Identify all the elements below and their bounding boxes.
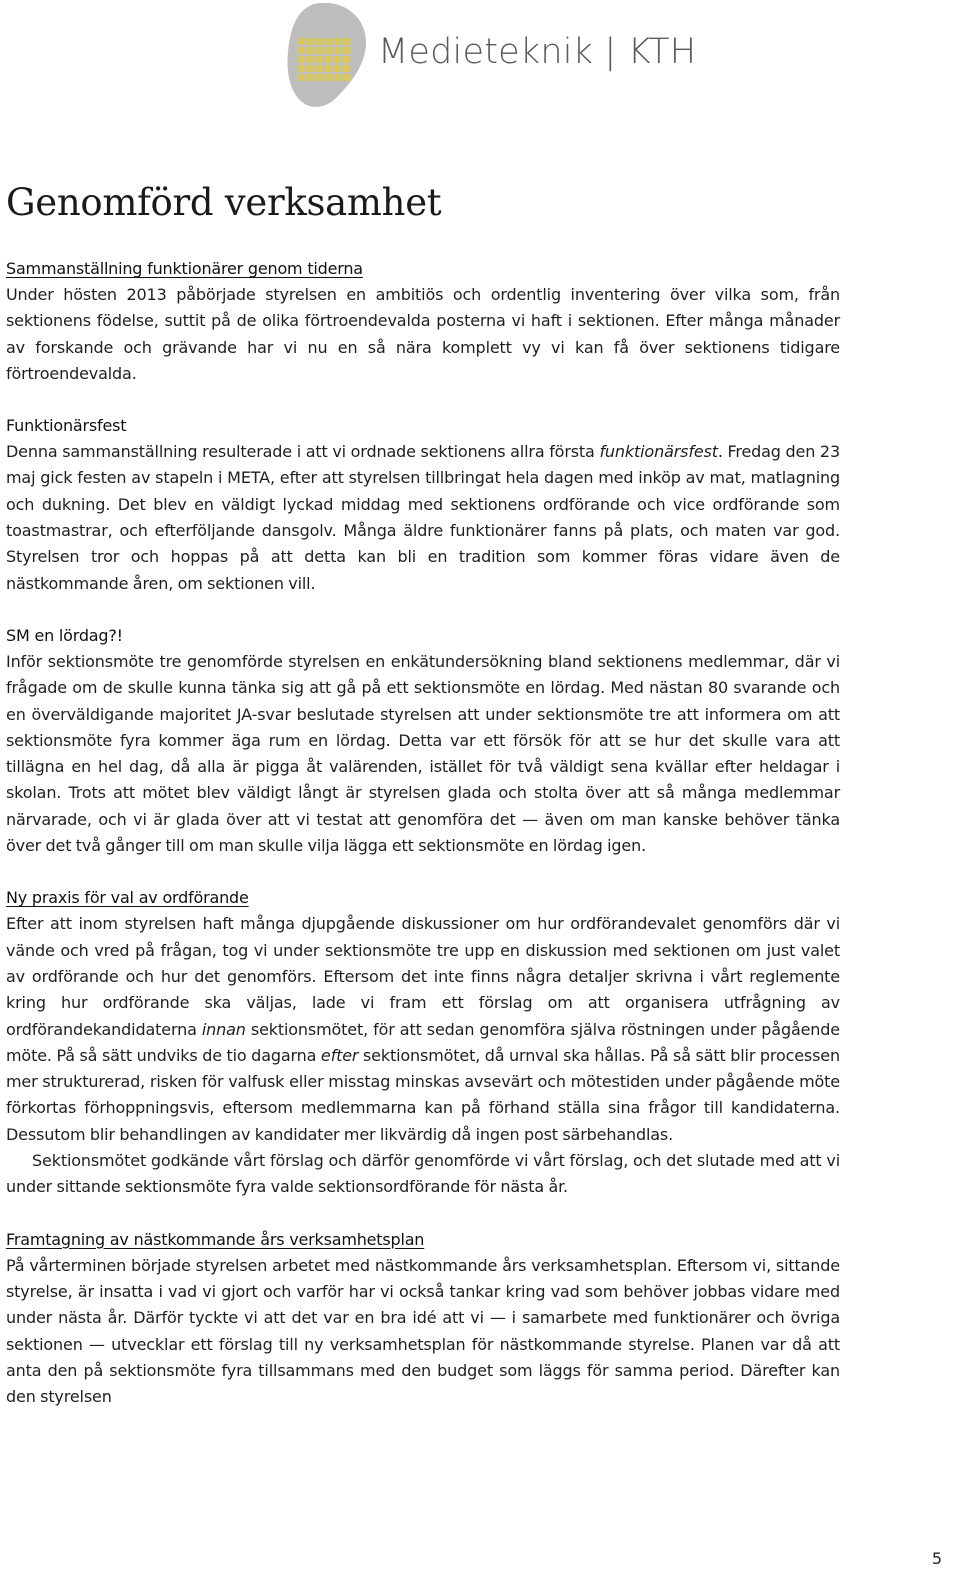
section-verksamhetsplan [6,1227,840,1411]
section-heading: Ny praxis för val av ordförande [6,888,249,908]
text-run: Denna sammanställning resulterade i att vi ordnade sektionens allra första [6,442,600,462]
section-ordforande [6,885,840,1200]
page-title: Genomförd verksamhet [6,181,442,224]
section-heading: Sammanställning funktionärer genom tiderna [6,259,363,278]
text-run: sektionsmötet, för att sedan genomföra själva röstningen under pågående möte. På så sätt undviks de tio dagarna [6,1019,840,1065]
paragraph: Inför sektionsmöte tre genomförde styrelsen en enkätundersökning bland sektionens medlemmar, där vi frågade om de skulle kunna tänka sig att gå på ett sektionsmöte en lördag. Med nästan 80 svarande och en överväldigande majoritet JA-svar beslutade styrelsen att under sektionsmöte tre att informera om att sektionsmöte fyra kommer äga rum en lördag. Detta var ett försök för att se hur det skulle vara att tillägna en hel dag, då alla är pigga åt valärenden, istället för två väldigt sena kvällar efter heldagar i skolan. Trots att mötet blev väldigt långt är styrelsen glada och stolta över att så många medlemmar närvarade, och vi är glada över att vi testat att genomföra det — även om man kanske behöver tänka över det två gånger till om man skulle vilja lägga ett sektionsmöte en lördag igen. [6,651,840,856]
section-funktionarer [6,256,840,387]
paragraph [6,439,840,597]
kth-medieteknik-logo [282,2,702,110]
emphasis: efter [320,1045,359,1065]
section-funktionarsfest [6,413,840,597]
paragraph [6,911,840,1148]
paragraph: Sektionsmötet godkände vårt förslag och därför genomförde vi vårt förslag, och det slutade med att vi under sittande sektionsmöte fyra valde sektionsordförande för nästa år. [6,1151,840,1197]
section-heading: Framtagning av nästkommande års verksamhetsplan [6,1229,425,1249]
paragraph: På vårterminen började styrelsen arbetet med nästkommande års verksamhetsplan. Eftersom vi, sittande styrelse, är insatta i vad vi gjort och varför har vi också tankar kring vad som behöver jobbas vidare med under nästa år. Därför tyckte vi att det var en bra idé att vi — i samarbete med funktionärer och övriga sektionen — utvecklar ett förslag till ny verksamhetsplan för nästkommande styrelse. Planen var då att anta den på sektionsmöte fyra tillsammans med den budget som läggs för samma period. Därefter kan den styrelsen [6,1255,840,1407]
emphasis: innan [201,1019,246,1039]
section-heading: SM en lördag?! [6,625,123,645]
paragraph: Under hösten 2013 påbörjade styrelsen en ambitiös och ordentlig inventering över vilka som, från sektionens födelse, suttit på de olika förtroendevalda posterna vi haft i sektionen. Efter många månader av forskande och grävande har vi nu en så nära komplett vy vi kan få över sektionens tidigare förtroendevalda. [6,285,840,383]
emphasis: funktionärsfest [599,442,718,462]
logo-text: Medieteknik | KTH [378,32,697,72]
text-run: . Fredag den 23 maj gick festen av stapeln i META, efter att styrelsen tillbringat hela dagen med inköp av mat, matlagning och dukning. Det blev en väldigt lyckad middag med sektionens ordförande och vice ordförande som toastmastrar, och efterföljande dansgolv. Många äldre funktionärer fanns på plats, och maten var god. Styrelsen tror och hoppas på att detta kan bli en tradition som kommer föras vidare även de nästkommande åren, om sektionen vill. [6,442,840,593]
text-run: sektionsmötet, då urnval ska hållas. På så sätt blir processen mer strukturerad, risken för valfusk eller misstag minskas avsevärt och mötestiden under pågående möte förkortas förhoppningsvis, eftersom medlemmarna kan på förhand ställa sina frågor till kandidaterna. Dessutom blir behandlingen av kandidater mer likvärdig då ingen post särbehandlas. [6,1045,840,1144]
section-heading: Funktionärsfest [6,416,127,436]
text-run: Efter att inom styrelsen haft många djupgående diskussioner om hur ordförandevalet genomförs där vi vände och vred på frågan, tog vi under sektionsmöte tre upp en diskussion med sektionen om just valet av ordförande och hur det genomförs. Eftersom det inte finns några detaljer skrivna i vårt reglemente kring hur ordförande ska väljas, lade vi fram ett förslag om att organisera utfrågning av ordförandekandidaterna [6,914,840,1039]
page-number: 5 [931,1549,942,1568]
logo-mark-icon [282,2,378,110]
section-sm-lordag [6,623,840,859]
document-body [6,176,840,1436]
